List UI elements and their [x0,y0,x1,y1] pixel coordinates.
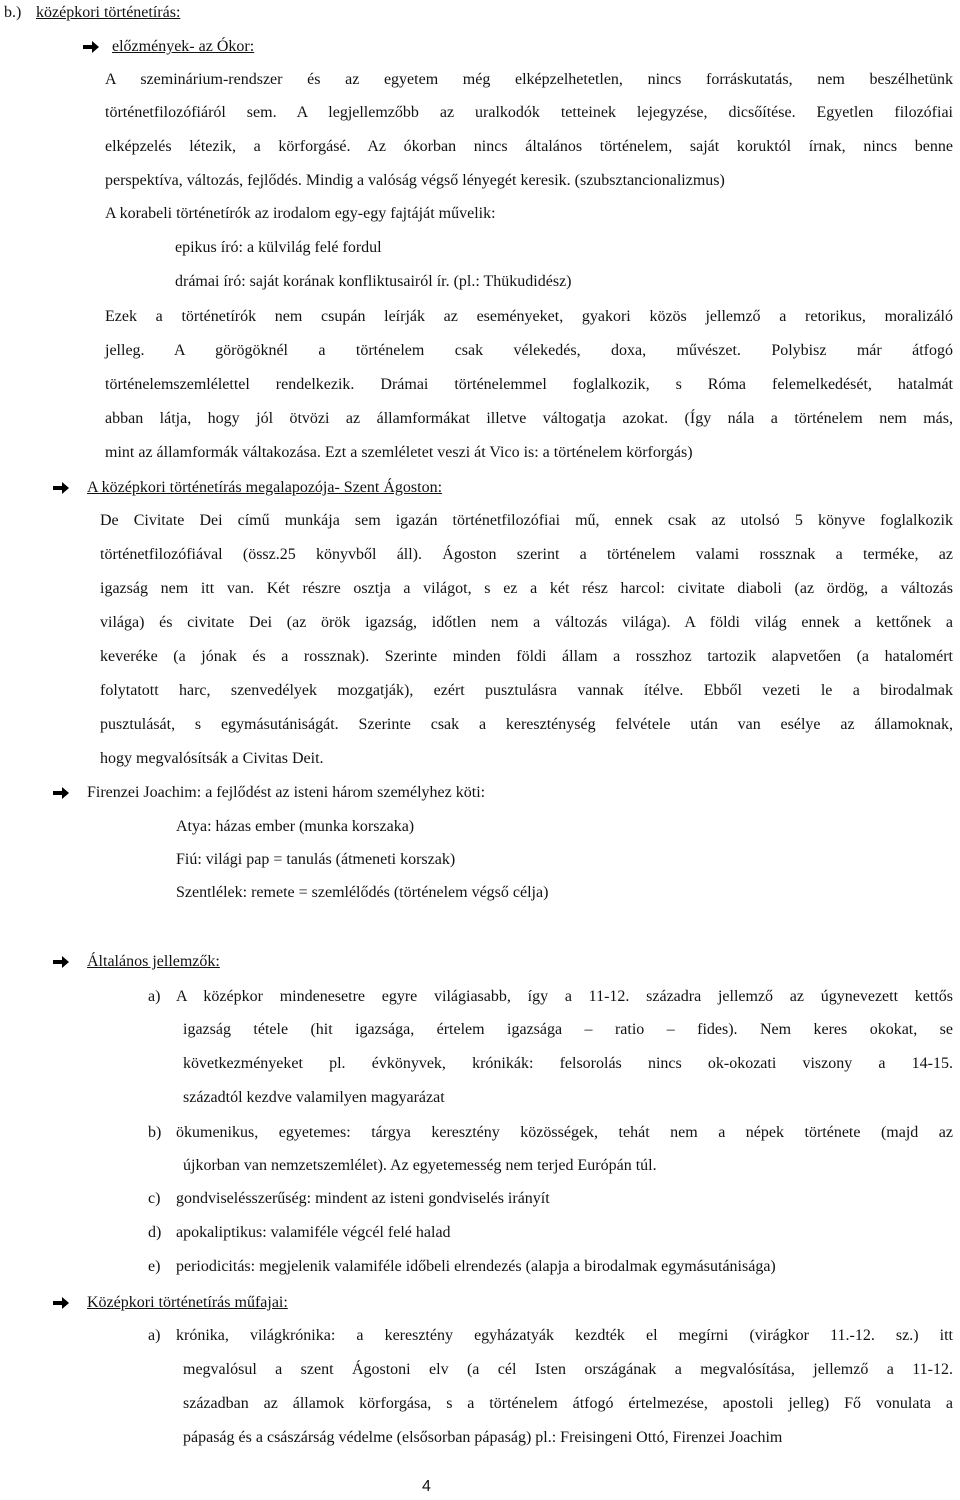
s3-line: Atya: házas ember (munka korszaka) [176,818,415,835]
list-item-line: pápaság és a császárság védelme (elsősorban pápaság) pl.: Freisingeni Ottó, Firenzei Joachim [183,1429,783,1446]
page-number: 4 [422,1478,431,1495]
list-label: e) [148,1258,161,1275]
s1-line: elképzelés létezik, a körforgásé. Az ókorban nincs általános történelem, saját koruktól írnak, nincs benne [105,138,953,155]
s2-line: világa) és civitate Dei (az örök igazság, időtlen nem a változás világa). A földi világ ennek a kettőnek a [100,614,953,631]
list-item-line: ökumenikus, egyetemes: tárgya keresztény közösségek, tehát nem a népek története (majd az [176,1124,953,1141]
list-item-line: századtól kezdve valamilyen magyarázat [183,1089,445,1106]
list-label: a) [148,988,161,1005]
s1-line: A korabeli történetírók az irodalom egy-egy fajtáját művelik: [105,205,496,222]
s1-sub-line: drámai író: saját korának konfliktusairól ír. (pl.: Thükudidész) [175,273,572,290]
list-label: d) [148,1224,162,1241]
s3-line: Szentlélek: remete = szemlélődés (történelem végső célja) [176,884,549,901]
s3-line: Fiú: világi pap = tanulás (átmeneti korszak) [176,851,456,868]
s1-heading: előzmények- az Ókor: [112,38,255,55]
s2-line: pusztulását, s egymásutániságát. Szerinte csak a kereszténység felvétele után van esélye az államoknak, [100,716,953,733]
list-item-line: következményeket pl. évkönyvek, krónikák: felsorolás nincs ok-okozati viszony a 14-15. [183,1055,953,1072]
s2-line: keveréke (a jónak és a rossznak). Szerinte minden földi állam a rosszhoz tartozik alapvetően (a hatalomért [100,648,953,665]
s4-heading: Általános jellemzők: [87,953,220,970]
arrow-right-icon [52,477,70,499]
list-item-line: igazság tétele (hit igazsága, értelem igazsága – ratio – fides). Nem keres okokat, se [183,1021,953,1038]
list-item-line: újkorban van nemzetszemlélet). Az egyetemesség nem terjed Európán túl. [183,1157,657,1174]
arrow-right-icon [52,782,70,804]
list-item-line: megvalósul a szent Ágostoni elv (a cél Isten országának a megvalósítása, jellemző a 11-12. [183,1361,953,1378]
arrow-right-icon [52,1292,70,1314]
s2-line: folytatott harc, szenvedélyek mozgatják), ezért pusztulásra vannak ítélve. Ebből vezeti le a birodalmak [100,682,953,699]
section-marker: b.) [4,4,22,21]
list-label: c) [148,1190,161,1207]
list-item-line: A középkor mindenesetre egyre világiasabb, így a 11-12. századra jellemző az úgynevezett kettős [176,988,953,1005]
s2-line: hogy megvalósítsák a Civitas Deit. [100,750,324,767]
section-title: középkori történetírás: [36,4,181,21]
s1-para-line: jelleg. A görögöknél a történelem csak vélekedés, doxa, művészet. Polybisz már átfogó [105,342,953,359]
s1-para-line: abban látja, hogy jól ötvözi az államformákat illetve váltogatja azokat. (Így nála a történelem nem más, [105,410,953,427]
list-item-line: periodicitás: megjelenik valamiféle időbeli elrendezés (alapja a birodalmak egymásutánisága) [176,1258,776,1275]
list-item-line: gondviselésszerűség: mindent az isteni gondviselés irányít [176,1190,550,1207]
list-label: b) [148,1124,162,1141]
list-item-line: apokaliptikus: valamiféle végcél felé halad [176,1224,451,1241]
list-item-line: században az államok körforgása, s a történelem átfogó értelmezése, apostoli jelleg) Fő vonulata a [183,1395,953,1412]
s1-line: perspektíva, változás, fejlődés. Mindig a valóság végső lényegét keresik. (szubsztancionalizmus) [105,172,725,189]
arrow-right-icon [52,951,70,973]
s2-line: igazság nem itt van. Két részre osztja a világot, s ez a két rész harcol: civitate diaboli (az ördög, a változás [100,580,953,597]
s2-line: De Civitate Dei című munkája sem igazán történetfilozófiai mű, ennek csak az utolsó 5 könyve foglalkozik [100,512,953,529]
s1-line: A szeminárium-rendszer és az egyetem még elképzelhetetlen, nincs forráskutatás, nem beszélhetünk [105,71,953,88]
s1-para-line: történelemszemlélettel rendelkezik. Drámai történelemmel foglalkozik, s Róma felemelkedését, hatalmát [105,376,953,393]
s3-heading: Firenzei Joachim: a fejlődést az isteni három személyhez köti: [87,784,486,801]
arrow-right-icon [82,36,100,58]
list-item-line: krónika, világkrónika: a keresztény egyházatyák kezdték el megírni (virágkor 11.-12. sz.) itt [176,1327,953,1344]
list-label: a) [148,1327,161,1344]
s1-sub-line: epikus író: a külvilág felé fordul [175,239,382,256]
s2-heading: A középkori történetírás megalapozója- Szent Ágoston: [87,479,443,496]
s2-line: történetfilozófiával (össz.25 könyvből áll). Ágoston szerint a történelem valami rossznak a terméke, az [100,546,953,563]
s1-para-line: Ezek a történetírók nem csupán leírják az eseményeket, gyakori közös jellemző a retorikus, moralizáló [105,308,953,325]
s1-line: történetfilozófiáról sem. A legjellemzőbb az uralkodók tetteinek lejegyzése, dicsőítése. Egyetlen filozófiai [105,104,953,121]
s5-heading: Középkori történetírás műfajai: [87,1294,288,1311]
s1-para-line: mint az államformák váltakozása. Ezt a szemléletet veszi át Vico is: a történelem körforgás) [105,444,693,461]
